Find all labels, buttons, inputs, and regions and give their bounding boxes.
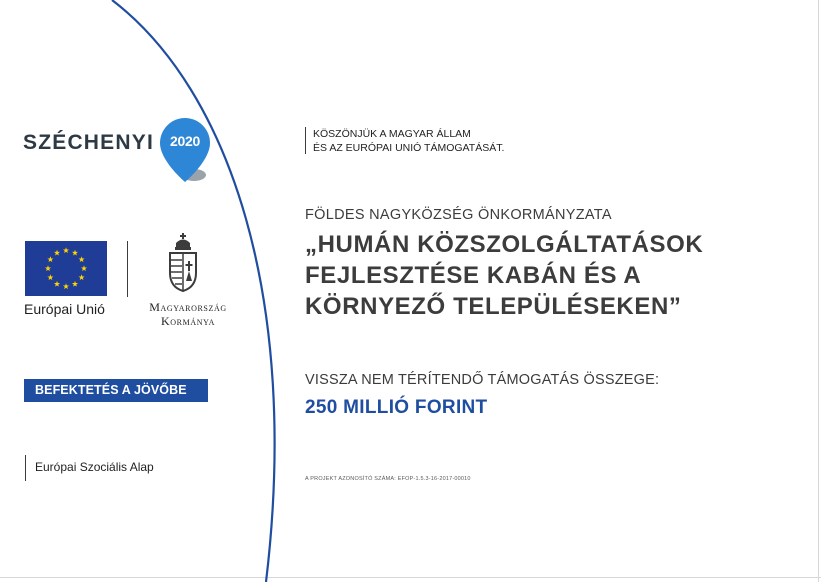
invest-in-future-badge: BEFEKTETÉS A JÖVŐBE [24, 379, 208, 402]
eu-star [79, 274, 85, 280]
project-id: A PROJEKT AZONOSÍTÓ SZÁMA: EFOP-1.5.3-16-2017-00010 [305, 476, 471, 482]
project-title-line1: „HUMÁN KÖZSZOLGÁLTATÁSOK [305, 231, 704, 258]
project-title-line3: KÖRNYEZŐ TELEPÜLÉSEKEN” [305, 293, 682, 320]
grant-amount: 250 MILLIÓ FORINT [305, 397, 488, 418]
fund-label-bar [25, 455, 26, 481]
hungarian-coat-of-arms-icon [166, 233, 200, 295]
thanks-line1: KÖSZÖNJÜK A MAGYAR ÁLLAM [313, 128, 471, 140]
eu-flag-icon [25, 241, 107, 296]
eu-star [81, 265, 87, 271]
eu-star [72, 281, 78, 287]
eu-label: Európai Unió [24, 301, 105, 317]
thanks-line2: ÉS AZ EURÓPAI UNIÓ TÁMOGATÁSÁT. [313, 142, 505, 154]
szechenyi-year: 2020 [170, 133, 200, 149]
government-label-line2: Kormánya [161, 314, 215, 328]
eu-star [72, 250, 78, 256]
eu-star [79, 256, 85, 262]
project-title-line2: FEJLESZTÉSE KABÁN ÉS A [305, 262, 642, 289]
eu-star [54, 250, 60, 256]
government-label-line1: Magyarország [149, 300, 227, 314]
organization-name: FÖLDES NAGYKÖZSÉG ÖNKORMÁNYZATA [305, 207, 612, 223]
eu-star [45, 265, 51, 271]
eu-star [63, 283, 69, 289]
eu-star [54, 281, 60, 287]
grant-label: VISSZA NEM TÉRÍTENDŐ TÁMOGATÁS ÖSSZEGE: [305, 372, 660, 388]
project-title [305, 229, 775, 322]
government-label [136, 300, 240, 328]
location-pin-icon [158, 116, 214, 186]
fund-label: Európai Szociális Alap [35, 460, 154, 474]
eu-star [47, 256, 53, 262]
eu-star [63, 247, 69, 253]
szechenyi-wordmark: SZÉCHENYI [23, 131, 154, 154]
thanks-text [313, 127, 504, 155]
logo-separator [127, 241, 128, 297]
eu-star [47, 274, 53, 280]
thanks-bar [305, 127, 306, 154]
